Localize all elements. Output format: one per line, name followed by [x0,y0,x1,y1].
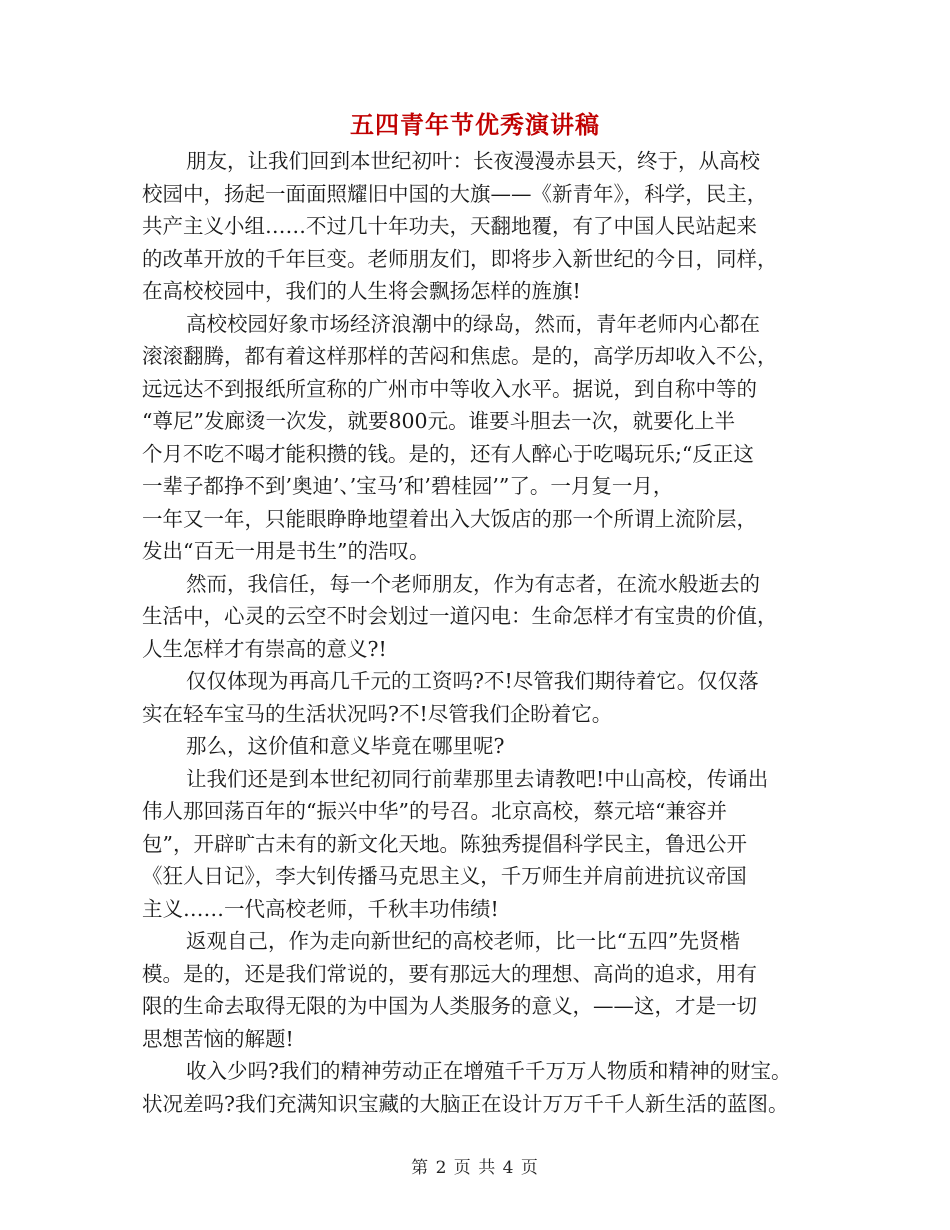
paragraph [142,1055,822,1120]
paragraph-line: 在高校校园中，我们的人生将会飘扬怎样的旌旗! [142,279,581,303]
paragraph-line: 思想苦恼的解题! [142,1026,294,1051]
paragraph [142,925,822,1055]
paragraph-line: 包”，开辟旷古未有的新文化天地。陈独秀提倡科学民主，鲁迅公开 [142,831,747,856]
paragraph [142,730,822,763]
paragraph [142,665,822,730]
paragraph-line: 朋友，让我们回到本世纪初叶：长夜漫漫赤县天，终于，从高校 [186,149,760,173]
paragraph-line: “尊尼”发廊烫一次发，就要800元。谁要斗胆去一次，就要化上半 [142,409,736,433]
paragraph-line: 收入少吗?我们的精神劳动正在增殖千千万万人物质和精神的财宝。 [186,1059,792,1083]
paragraph-line: 校园中，扬起一面面照耀旧中国的大旗——《新青年》，科学，民主， [142,181,768,206]
paragraph-line: 然而，我信任，每一个老师朋友，作为有志者，在流水般逝去的 [186,571,760,596]
paragraph-line: 一辈子都挣不到’奥迪’、’宝马’和’碧桂园’”了。一月复一月， [142,474,674,498]
paragraph-line: 那么，这价值和意义毕竟在哪里呢? [186,734,505,758]
paragraph [142,145,822,308]
paragraph-line: 滚滚翻腾，都有着这样那样的苦闷和焦虑。是的，高学历却收入不公， [142,344,778,368]
page-footer: 第 2 页 共 4 页 [411,1158,539,1178]
paragraph [142,308,822,568]
paragraph-line: 返观自己，作为走向新世纪的高校老师，比一比“五四”先贤楷 [186,929,740,953]
paragraph-line: 个月不吃不喝才能积攒的钱。是的，还有人醉心于吃喝玩乐;“反正这 [142,441,754,466]
paragraph-line: 一年又一年，只能眼睁睁地望着出入大饭店的那一个所谓上流阶层， [142,506,757,531]
document-body [142,145,822,1120]
paragraph-line: 模。是的，还是我们常说的，要有那远大的理想、高尚的追求，用有 [142,961,757,986]
paragraph-line: 发出“百无一用是书生”的浩叹。 [142,539,430,563]
paragraph-line: 人生怎样才有崇高的意义?! [142,636,387,661]
paragraph-line: 让我们还是到本世纪初同行前辈那里去请教吧!中山高校，传诵出 [186,766,769,791]
paragraph-line: 远远达不到报纸所宣称的广州市中等收入水平。据说，到自称中等的 [142,376,757,401]
paragraph [142,763,822,926]
paragraph-line: 生活中，心灵的云空不时会划过一道闪电：生命怎样才有宝贵的价值， [142,604,778,628]
paragraph-line: 《狂人日记》，李大钊传播马克思主义，千万师生并肩前进抗议帝国 [142,864,747,888]
paragraph-line: 伟人那回荡百年的“振兴中华”的号召。北京高校，蔡元培“兼容并 [142,799,727,823]
paragraph-line: 状况差吗?我们充满知识宝藏的大脑正在设计万万千千人新生活的蓝图。 [142,1091,789,1116]
paragraph-line: 实在轻车宝马的生活状况吗?不!尽管我们企盼着它。 [142,701,613,726]
paragraph-line: 主义……一代高校老师，千秋丰功伟绩! [142,896,499,921]
paragraph-line: 高校校园好象市场经济浪潮中的绿岛，然而，青年老师内心都在 [186,311,760,336]
paragraph-line: 共产主义小组……不过几十年功夫，天翻地覆，有了中国人民站起来 [142,214,757,238]
document-title: 五四青年节优秀演讲稿 [350,110,600,139]
paragraph-line: 仅仅体现为再高几千元的工资吗?不!尽管我们期待着它。仅仅落 [186,669,759,693]
paragraph [142,568,822,666]
paragraph-line: 限的生命去取得无限的为中国为人类服务的意义，——这，才是一切 [142,994,757,1018]
paragraph-line: 的改革开放的千年巨变。老师朋友们，即将步入新世纪的今日，同样， [142,246,778,271]
